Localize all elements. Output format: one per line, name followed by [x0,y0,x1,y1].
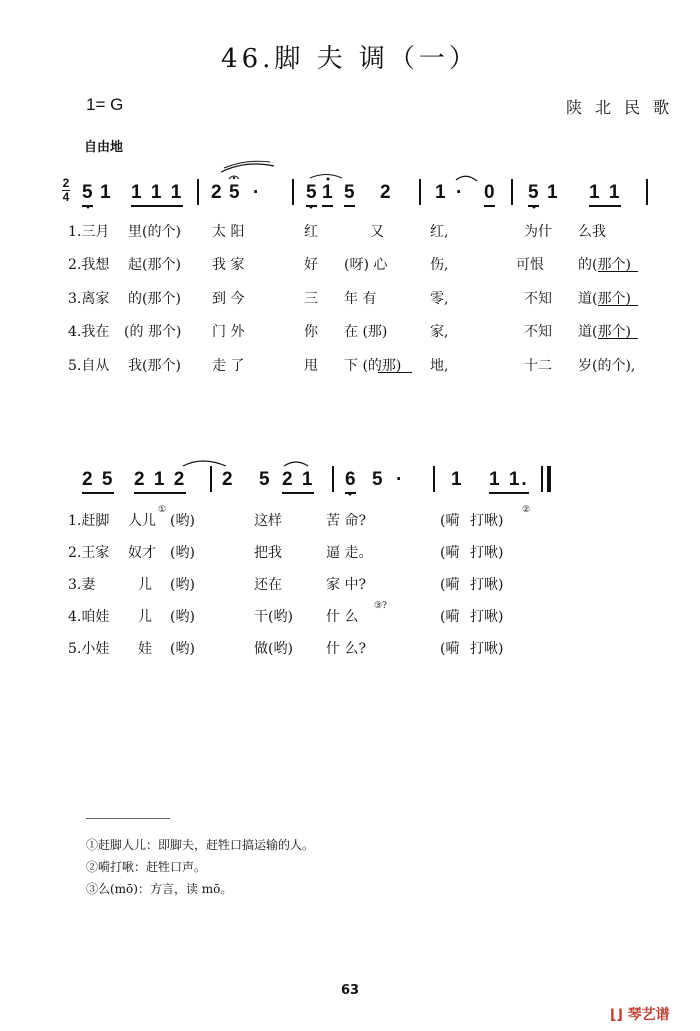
lyric: 在 (那) [344,324,388,340]
octave-dot-high [327,178,330,181]
lyric: (哟) [170,513,195,529]
lyric: 又 [370,224,384,240]
lyric: 为什 [524,224,552,240]
lyric: (的 那个) [124,324,182,340]
time-signature-top: 2 [62,176,70,190]
lyric: (哟) [170,609,195,625]
lyric: 什 么? [326,641,366,657]
footnote: ①赶脚人儿：即脚夫，赶牲口搞运输的人。 [86,838,315,852]
note-group: 1 1. [489,469,529,494]
lyric: 3.离家 [68,291,110,307]
lyric: 家, [430,324,449,340]
note-group: 2 5 [82,469,114,494]
final-barline-thick [547,466,551,492]
lyric: 十二 [524,358,552,374]
lyric: 我 家 [212,257,245,273]
note: 5 [229,182,240,203]
note-group: 2 1 2 [134,469,186,494]
key-signature: 1= G [86,95,124,114]
lyric: 到 今 [212,291,245,307]
lyric: (哟) [170,577,195,593]
dot: · [396,469,403,490]
lyric: (嗬 [440,577,460,593]
lyric: (嗬 [440,641,460,657]
lyric: 不知 [524,291,552,307]
footnote-ref: ③? [374,601,387,611]
lyric: 门 外 [212,324,245,340]
time-signature-bottom: 4 [62,190,70,204]
dot: · [456,182,463,203]
lyric: 三 [304,291,318,307]
lyric: 苦 命? [326,513,366,529]
fermata-mark [229,176,239,179]
slur-mark [310,175,342,179]
page-number: 63 [340,983,360,998]
tie-mark [183,461,226,466]
note: 5 [259,469,270,490]
lyric: 这样 [254,513,282,529]
note: 5 [372,469,383,490]
barline [292,179,294,205]
lyric: (哟) [170,545,195,561]
lyric: (哟) [170,641,195,657]
lyric: 走 了 [212,358,245,374]
note: 5 [528,182,539,207]
lyric: 干(哟) [254,609,293,625]
song-title: 46.脚 夫 调（一） [221,44,479,74]
note: 5 [306,182,317,207]
lyric: 好 [304,257,318,273]
lyric: 2.王家 [68,545,110,561]
note: 1 [451,469,462,490]
lyric: 家 中? [326,577,366,593]
lyric: (嗬 [440,609,460,625]
lyric: 打啾) [470,513,504,529]
lyric: 人儿 [128,513,156,529]
lyric: 的(那个) [578,257,631,273]
note: 1 [435,182,446,203]
lyric: 奴才 [128,545,156,561]
watermark-logo-icon: ⌊⌋ [610,1007,623,1023]
lyric: 做(哟) [254,641,293,657]
barline [197,179,199,205]
dot: · [253,182,260,203]
lyric: 儿 [138,577,152,593]
slur-mark [284,462,308,466]
lyric: 3.妻 [68,577,96,593]
lyric: 下 (的那) [344,358,402,374]
lyric: 里(的个) [128,224,181,240]
note: 5 [344,182,355,207]
lyric: 打啾) [470,545,504,561]
note: 2 [211,182,222,203]
lyric-underline [378,372,412,373]
lyric: 年 有 [344,291,377,307]
lyric: 4.我在 [68,324,110,340]
lyric: 5.小娃 [68,641,110,657]
lyric: 么我 [578,224,606,240]
barline [210,466,212,492]
lyric: 打啾) [470,609,504,625]
time-signature [61,178,71,203]
lyric: 甩 [304,358,318,374]
lyric: 5.自从 [68,358,110,374]
barline [511,179,513,205]
lyric: 不知 [524,324,552,340]
lyric: 道(那个) [578,324,631,340]
lyric-underline [598,271,638,272]
barline [332,466,334,492]
final-barline-thin [541,466,543,492]
watermark-text: 琴艺谱 [627,1007,670,1023]
tempo-marking: 自由地 [84,140,124,155]
lyric: 1.赶脚 [68,513,110,529]
lyric: 把我 [254,545,282,561]
watermark [610,1004,670,1024]
lyric-underline [598,338,638,339]
footnote-ref: ① [158,505,167,515]
footnote-ref: ② [522,505,531,515]
lyric: 还在 [254,577,282,593]
slur-mark [456,176,477,181]
barline [646,179,648,205]
lyric: (嗬 [440,513,460,529]
footnote-separator [86,818,170,819]
note: 2 [222,469,233,490]
lyric: 打啾) [470,577,504,593]
barline [433,466,435,492]
lyric: 打啾) [470,641,504,657]
note: 2 [380,182,391,203]
lyric: 你 [304,324,318,340]
lyric: 红 [304,224,318,240]
lyric: 太 阳 [212,224,245,240]
footnote: ②嗬打啾：赶牲口声。 [86,860,207,874]
note: 1 [322,182,333,207]
lyric: (呀) 心 [344,257,388,273]
note-group: 2 1 [282,469,314,494]
lyric: 道(那个) [578,291,631,307]
lyric: 岁(的个), [578,358,636,374]
barline [419,179,421,205]
lyric: 起(那个) [128,257,181,273]
note: 6 [345,469,356,494]
slur-mark [224,161,270,168]
note: 0 [484,182,495,207]
lyric: 2.我想 [68,257,110,273]
lyric: 可恨 [516,257,544,273]
lyric: 逼 走。 [326,545,373,561]
footnote: ③么(mō)：方言，读 mō。 [86,882,233,896]
lyric: 4.咱娃 [68,609,110,625]
lyric: 红, [430,224,449,240]
lyric: 零, [430,291,449,307]
note: 5 [82,182,93,207]
lyric: 1.三月 [68,224,110,240]
lyric: 我(那个) [128,358,181,374]
note-group: 1 1 1 [131,182,183,207]
lyric: 伤, [430,257,449,273]
fermata-dot [233,177,235,179]
lyric: 什 么 [326,609,359,625]
lyric: 儿 [138,609,152,625]
note-group: 1 1 [589,182,621,207]
lyric: (嗬 [440,545,460,561]
song-origin: 陕 北 民 歌 [566,98,674,117]
lyric: 的(那个) [128,291,181,307]
note: 1 [547,182,558,203]
slur-mark [221,164,274,172]
lyric: 娃 [138,641,152,657]
note: 1 [100,182,111,203]
lyric: 地, [430,358,449,374]
lyric-underline [598,305,638,306]
